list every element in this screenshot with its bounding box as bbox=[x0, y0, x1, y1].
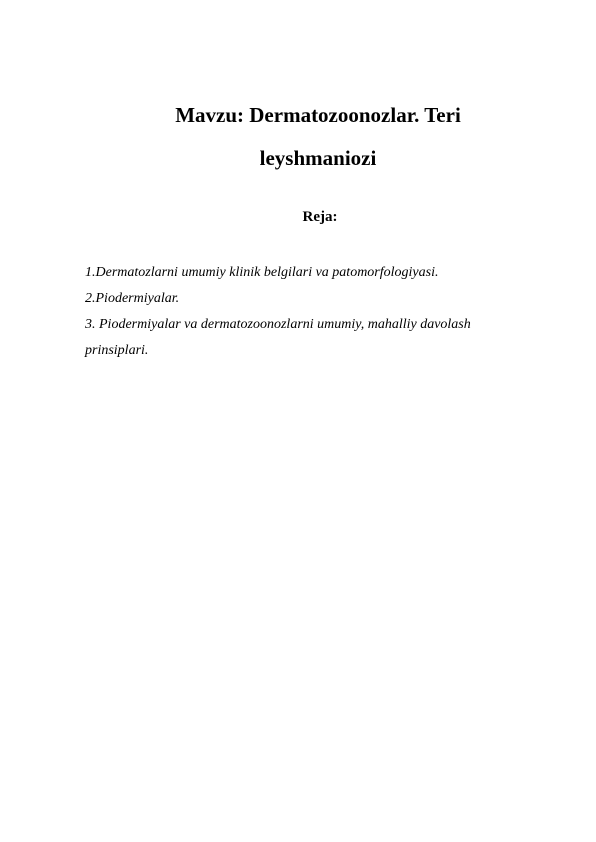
plan-heading: Reja: bbox=[302, 209, 338, 225]
plan-item-2: 2.Piodermiyalar. bbox=[85, 291, 180, 306]
plan-item-3-continued: prinsiplari. bbox=[85, 343, 149, 358]
plan-item-3: 3. Piodermiyalar va dermatozoonozlarni umumiy, mahalliy davolash bbox=[85, 317, 471, 332]
plan-item-1: 1.Dermatozlarni umumiy klinik belgilari va patomorfologiyasi. bbox=[85, 265, 439, 280]
document-title-line-1: Mavzu: Dermatozoonozlar. Teri bbox=[175, 103, 461, 127]
plan-list bbox=[85, 260, 545, 364]
document-title-line-2: leyshmaniozi bbox=[259, 146, 377, 170]
